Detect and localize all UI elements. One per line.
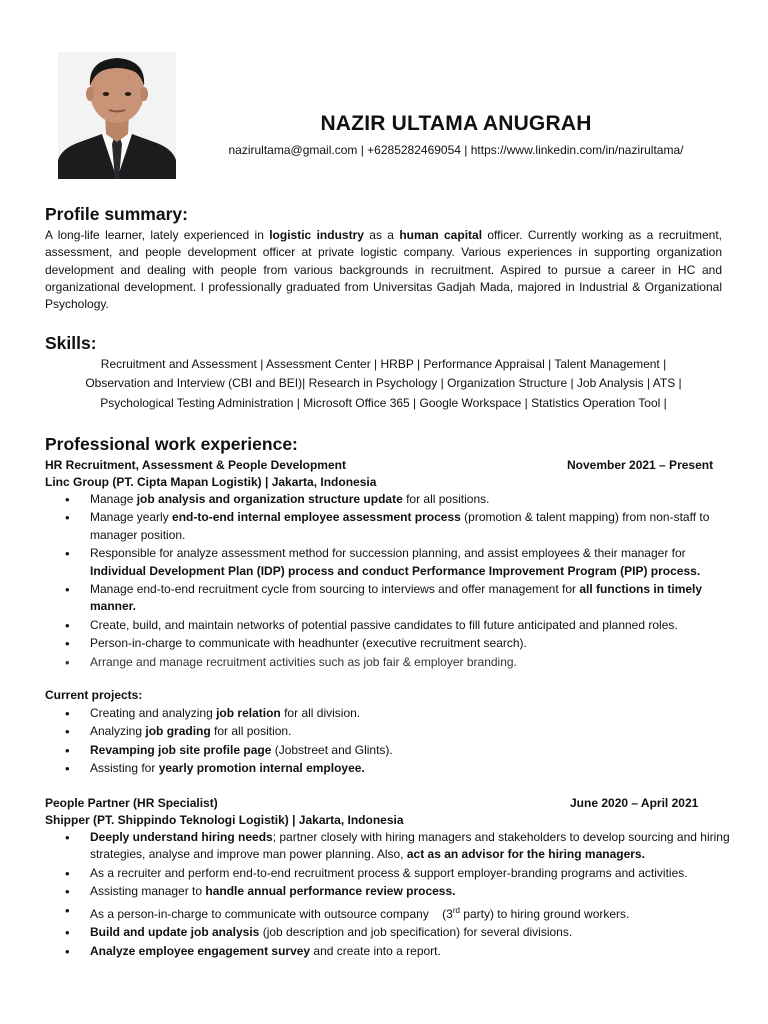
job-title xyxy=(45,796,722,810)
job-date: June 2020 – April 2021 xyxy=(570,796,699,810)
projects-heading: Current projects: xyxy=(45,688,143,702)
job-title-text: People Partner (HR Specialist) xyxy=(45,796,218,810)
list-item: • Revamping job site profile page (Jobstreet and Glints). xyxy=(45,742,735,759)
skills-list xyxy=(45,355,722,413)
list-item: • Analyzing job grading for all position. xyxy=(45,723,735,740)
list-item: • Person-in-charge to communicate with headhunter (executive recruitment search). xyxy=(45,635,735,652)
list-item: • Manage end-to-end recruitment cycle from sourcing to interviews and offer management for all functions in timely manner. xyxy=(45,581,735,616)
list-item: • Create, build, and maintain networks of potential passive candidates to fill future anticipated and planned roles. xyxy=(45,617,735,634)
contact-info: nazirultama@gmail.com | +6285282469054 | https://www.linkedin.com/in/nazirultama/ xyxy=(228,143,684,157)
list-item: • Manage yearly end-to-end internal employee assessment process (promotion & talent mapping) from non-staff to manager position. xyxy=(45,509,735,544)
profile-summary-text: A long-life learner, lately experienced in logistic industry as a human capital officer. Currently working as a recruitment, assessment, and people development officer at private logistic company. Various experiences in supporting organization development and dealing with people from various backgrounds in recruitment. Aspired to pursue a career in HC and organizational development. I professionally graduated from Universitas Gadjah Mada, majored in Industrial & Organizational Psychology. xyxy=(45,228,722,312)
job-date: November 2021 – Present xyxy=(567,458,714,472)
skills-heading: Skills: xyxy=(45,333,97,353)
job-duties-list xyxy=(45,491,735,672)
list-item: • Analyze employee engagement survey and create into a report. xyxy=(45,943,735,960)
list-item: • Responsible for analyze assessment method for succession planning, and assist employees & their manager for Individual Development Plan (IDP) process and conduct Performance Improvement Program (PIP) process. xyxy=(45,545,735,580)
list-item: • Build and update job analysis (job description and job specification) for several divisions. xyxy=(45,924,735,941)
list-item: • Manage job analysis and organization structure update for all positions. xyxy=(45,491,735,508)
list-item: • As a recruiter and perform end-to-end recruitment process & support employer-branding programs and activities. xyxy=(45,865,735,882)
projects-list xyxy=(45,705,735,779)
list-item: • Deeply understand hiring needs; partner closely with hiring managers and stakeholders to develop sourcing and hiring strategies, analyse and improve man power planning. Also, act as an advisor for the hiring managers. xyxy=(45,829,735,864)
skills-line: Recruitment and Assessment | Assessment Center | HRBP | Performance Appraisal | Talent Management | xyxy=(100,357,667,371)
list-item: • Assisting for yearly promotion internal employee. xyxy=(45,760,735,777)
candidate-name: NAZIR ULTAMA ANUGRAH xyxy=(320,112,592,135)
job-title-text: HR Recruitment, Assessment & People Development xyxy=(45,458,346,472)
job-duties-list xyxy=(45,829,735,961)
profile-summary-heading: Profile summary: xyxy=(45,204,188,224)
list-item: • Creating and analyzing job relation for all division. xyxy=(45,705,735,722)
job-company: Shipper (PT. Shippindo Teknologi Logistik) | Jakarta, Indonesia xyxy=(45,813,404,827)
skills-line: Psychological Testing Administration | Microsoft Office 365 | Google Workspace | Statistics Operation Tool | xyxy=(100,395,667,410)
list-item: • Assisting manager to handle annual performance review process. xyxy=(45,883,735,900)
skills-line: Observation and Interview (CBI and BEI)| Research in Psychology | Organization Structure | Job Analysis | ATS | xyxy=(85,376,682,391)
job-company: Linc Group (PT. Cipta Mapan Logistik) | Jakarta, Indonesia xyxy=(45,475,377,489)
experience-heading: Professional work experience: xyxy=(45,434,298,454)
profile-photo xyxy=(58,52,176,179)
list-item: • Arrange and manage recruitment activities such as job fair & employer branding. xyxy=(45,654,735,671)
list-item: • As a person-in-charge to communicate with outsource company (3rd party) to hiring ground workers. xyxy=(45,902,735,923)
job-title xyxy=(45,458,722,472)
